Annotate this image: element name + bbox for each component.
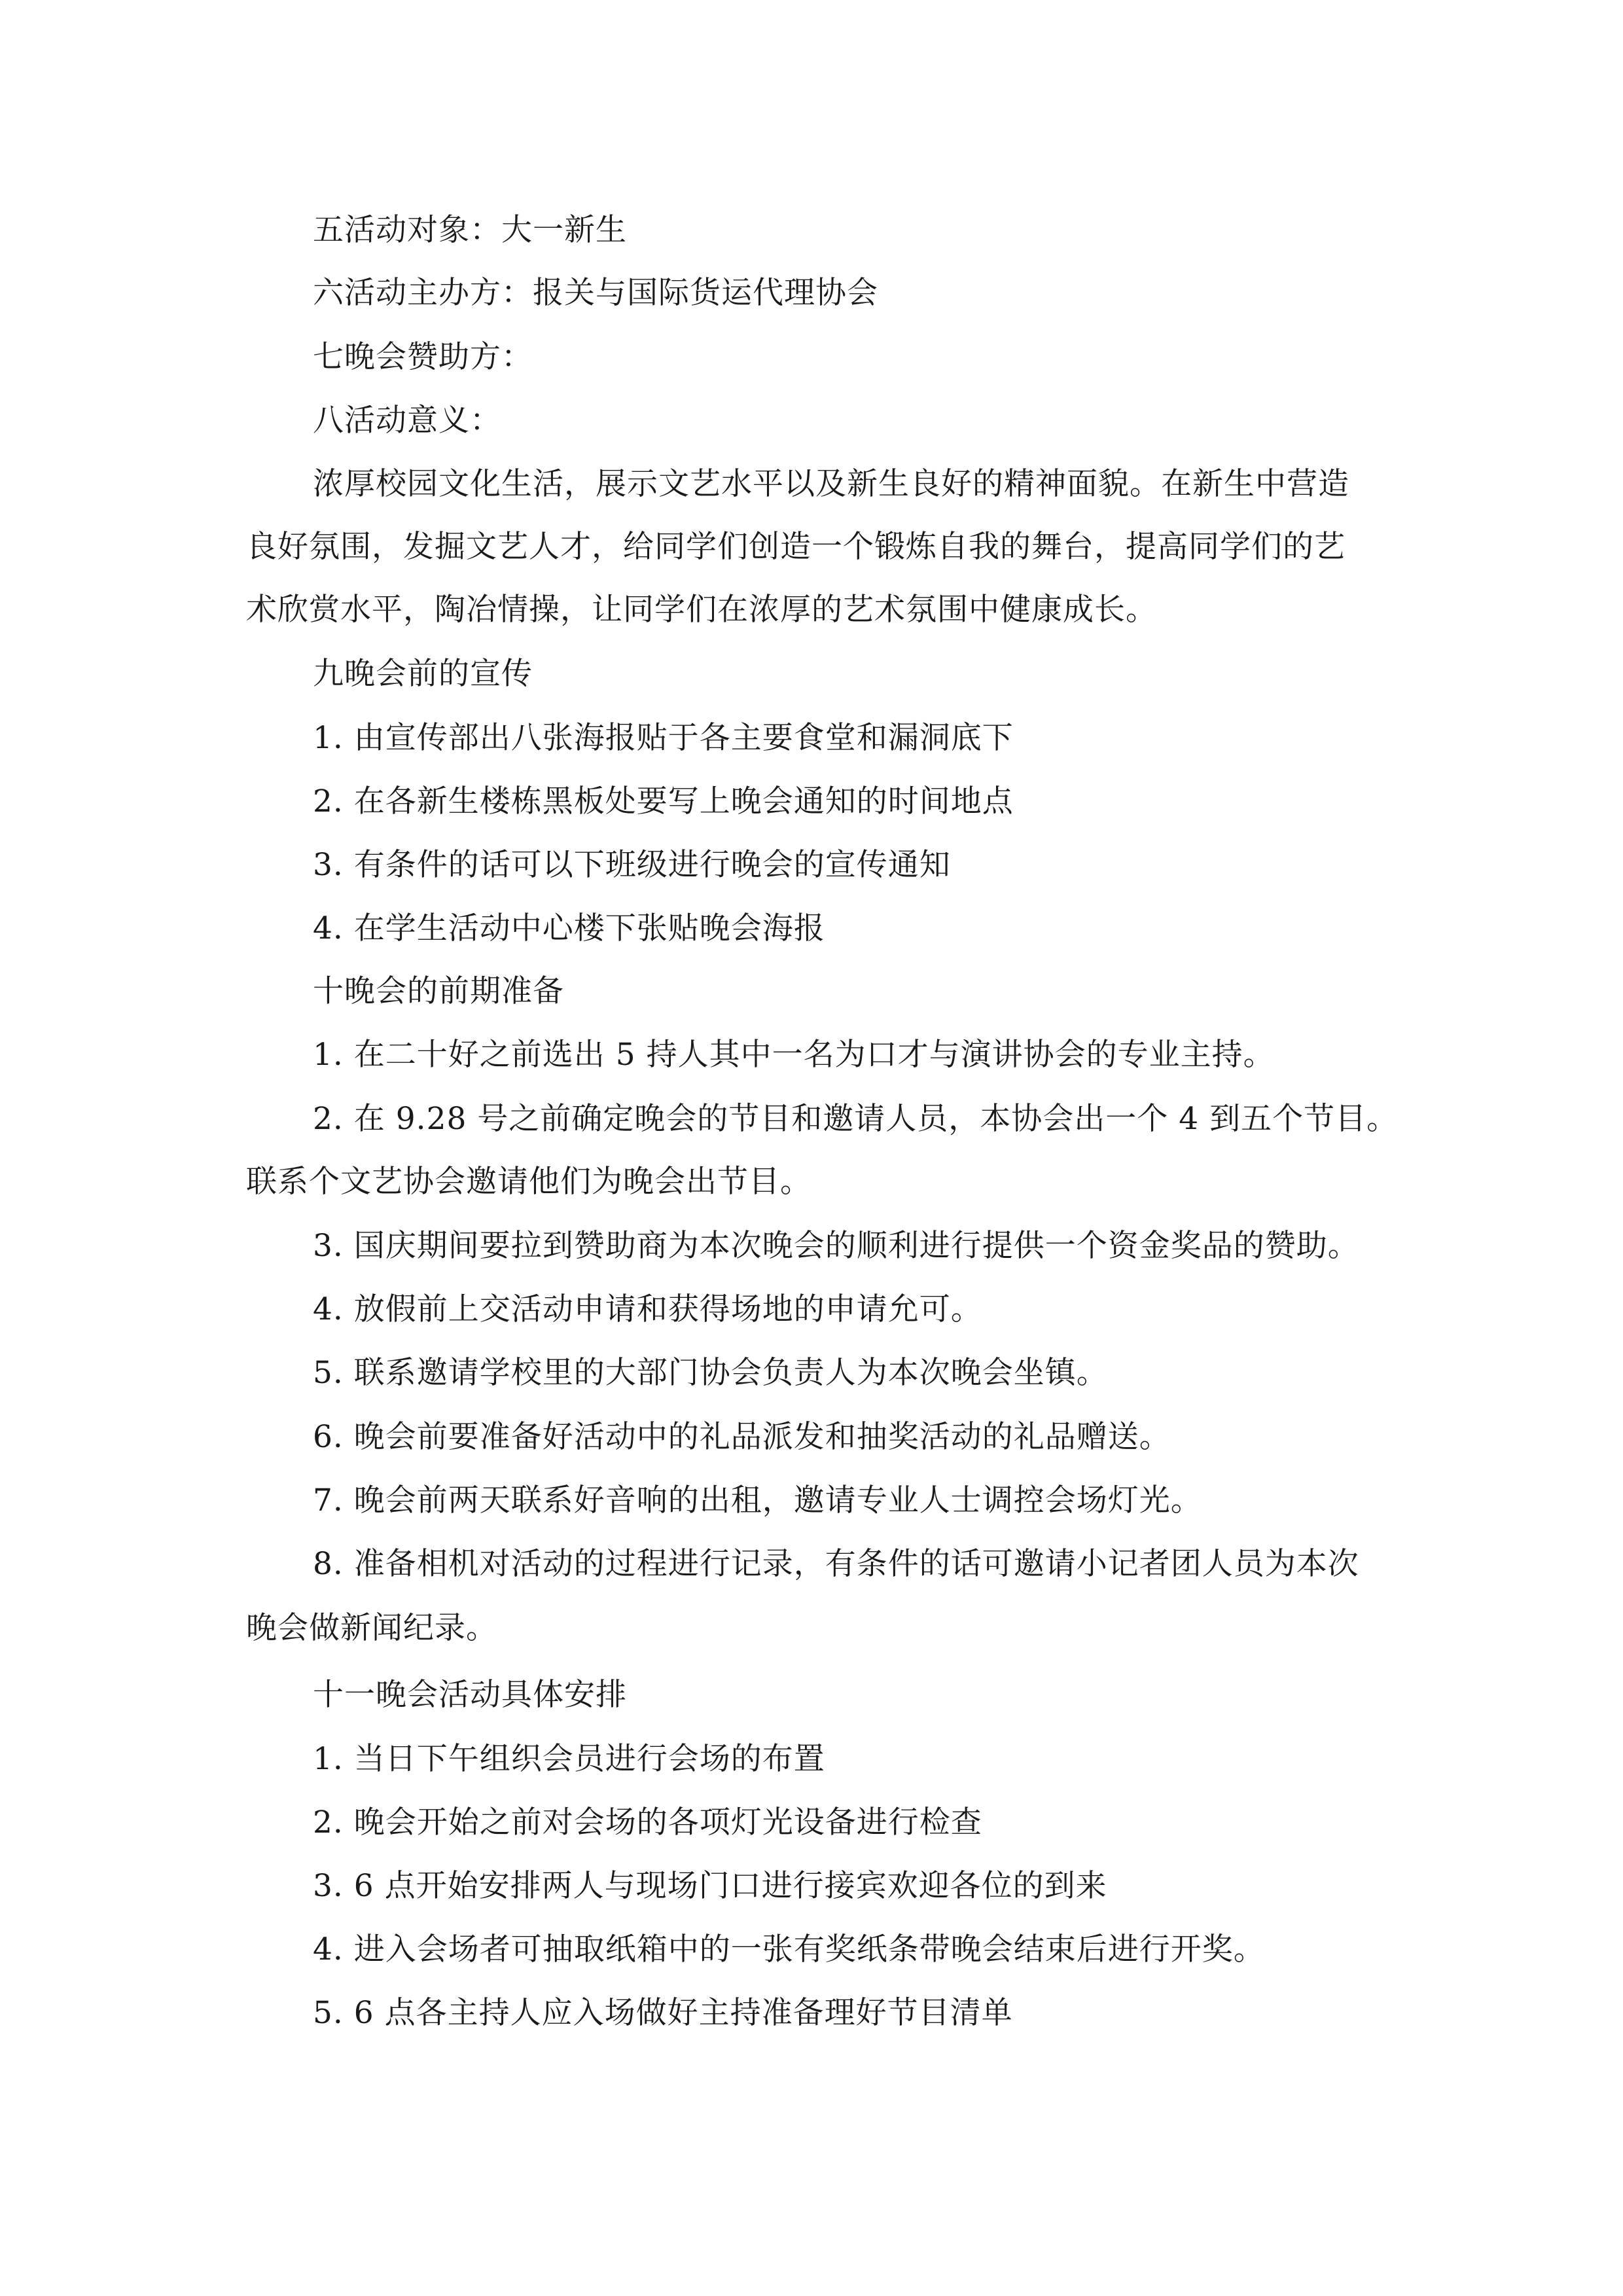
section-5-target: 五活动对象：大一新生 [313,212,627,248]
section-8-heading: 八活动意义： [313,403,501,439]
section-7-sponsor: 七晚会赞助方： [313,339,533,375]
section-6-organizer: 六活动主办方：报关与国际货运代理协会 [313,275,878,311]
section-8-paragraph-line-1: 浓厚校园文化生活，展示文艺水平以及新生良好的精神面貌。在新生中营造 [313,466,1349,502]
section-9-heading: 九晚会前的宣传 [313,656,533,692]
section-11-item-5: 5. 6 点各主持人应入场做好主持准备理好节目清单 [313,1995,1013,2031]
section-10-heading: 十晚会的前期准备 [313,973,564,1009]
section-11-item-3: 3. 6 点开始安排两人与现场门口进行接宾欢迎各位的到来 [313,1868,1107,1904]
section-10-item-2: 2. 在 9.28 号之前确定晚会的节目和邀请人员，本协会出一个 4 到五个节目。 [313,1101,1399,1137]
section-10-item-5: 5. 联系邀请学校里的大部门协会负责人为本次晚会坐镇。 [313,1355,1108,1391]
section-10-item-6: 6. 晚会前要准备好活动中的礼品派发和抽奖活动的礼品赠送。 [313,1419,1171,1455]
section-9-item-4: 4. 在学生活动中心楼下张贴晚会海报 [313,910,825,946]
section-10-item-2-cont: 联系个文艺协会邀请他们为晚会出节目。 [246,1164,812,1200]
section-10-item-1: 1. 在二十好之前选出 5 持人其中一名为口才与演讲协会的专业主持。 [313,1037,1275,1073]
section-8-paragraph-line-3: 术欣赏水平，陶冶情操，让同学们在浓厚的艺术氛围中健康成长。 [246,592,1157,628]
section-10-item-3: 3. 国庆期间要拉到赞助商为本次晚会的顺利进行提供一个资金奖品的赞助。 [313,1228,1359,1264]
section-9-item-3: 3. 有条件的话可以下班级进行晚会的宣传通知 [313,847,951,883]
section-9-item-1: 1. 由宣传部出八张海报贴于各主要食堂和漏洞底下 [313,720,1014,756]
section-11-heading: 十一晚会活动具体安排 [313,1677,627,1713]
section-11-item-4: 4. 进入会场者可抽取纸箱中的一张有奖纸条带晚会结束后进行开奖。 [313,1931,1265,1967]
section-11-item-2: 2. 晚会开始之前对会场的各项灯光设备进行检查 [313,1804,982,1840]
section-10-item-8-cont: 晚会做新闻纪录。 [246,1610,497,1646]
section-10-item-8: 8. 准备相机对活动的过程进行记录，有条件的话可邀请小记者团人员为本次 [313,1546,1359,1582]
section-8-paragraph-line-2: 良好氛围，发掘文艺人才，给同学们创造一个锻炼自我的舞台，提高同学们的艺 [246,529,1346,565]
section-10-item-4: 4. 放假前上交活动申请和获得场地的申请允可。 [313,1291,982,1327]
section-11-item-1: 1. 当日下午组织会员进行会场的布置 [313,1741,825,1777]
section-9-item-2: 2. 在各新生楼栋黑板处要写上晚会通知的时间地点 [313,783,1014,819]
section-10-item-7: 7. 晚会前两天联系好音响的出租，邀请专业人士调控会场灯光。 [313,1482,1202,1518]
